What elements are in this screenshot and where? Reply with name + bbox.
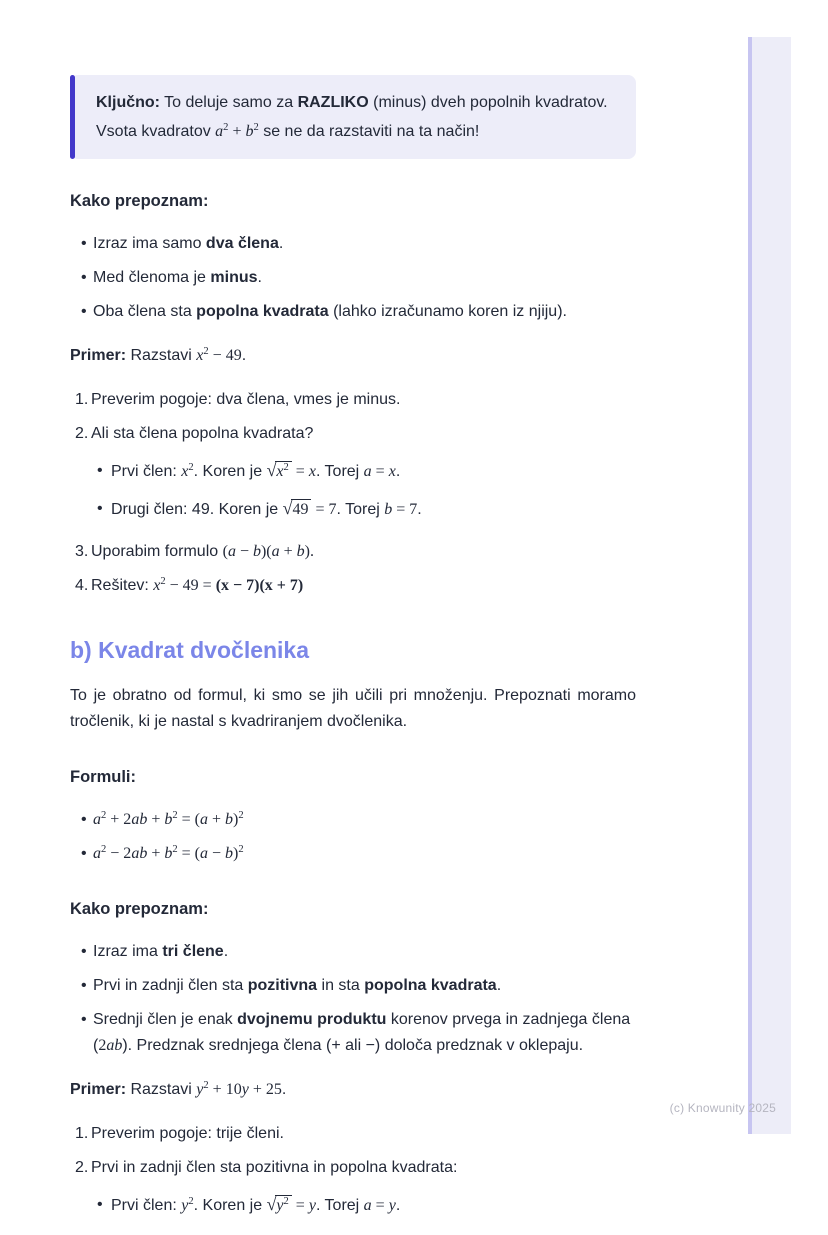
bullet-icon: • [81, 845, 87, 862]
bullet-icon: • [81, 977, 87, 994]
sub-list [91, 455, 636, 525]
bullet-icon: • [97, 1196, 103, 1213]
list-marker: 1. [75, 391, 89, 408]
list-item [70, 231, 636, 257]
formula-item [70, 841, 636, 867]
document-content [70, 75, 636, 1235]
list-item-text: Srednji člen je enak dvojnemu produktu korenov prvega in zadnjega člena (2ab). Predznak srednjega člena (+ ali −) določa predznak v oklepaju. [93, 1011, 631, 1054]
list-item [70, 973, 636, 999]
sub-item-text: Drugi člen: 49. Koren je √49 = 7. Torej b = 7. [111, 498, 422, 518]
sub-list-item [97, 455, 636, 487]
sqrt-expression: $√y^2$ [267, 1197, 292, 1214]
step-text: Uporabim formulo (a − b)(a + b). [91, 543, 314, 560]
formula-text: $a^2 - 2ab + b^2 = (a - b)^2$ [93, 844, 244, 862]
bullet-icon: • [97, 500, 103, 517]
bullet-icon: • [81, 811, 87, 828]
bullet-icon: • [81, 303, 87, 320]
recognition-list-1 [70, 231, 636, 325]
step-text: Prvi in zadnji člen sta pozitivna in popolna kvadrata: [91, 1159, 458, 1176]
bullet-icon: • [81, 1011, 87, 1028]
bullet-icon: • [97, 462, 103, 479]
sub-item-text: Prvi člen: $y^2$. Koren je $√y^2 = y$. Torej a = y. [111, 1194, 401, 1214]
list-item-text: Izraz ima tri člene. [93, 943, 229, 960]
steps-list-1 [70, 387, 636, 599]
sqrt-expression: $√x^2$ [267, 463, 292, 480]
step-text: Preverim pogoje: dva člena, vmes je minus. [91, 391, 401, 408]
section-heading-formuli: Formuli: [70, 768, 136, 786]
step-item [70, 1121, 636, 1147]
steps-list-2 [70, 1121, 636, 1227]
primer-line-2: Primer: Razstavi $y^2 + 10y + 25$. [70, 1080, 287, 1098]
callout-text: Ključno: To deluje samo za RAZLIKO (minus) dveh popolnih kvadratov. Vsota kvadratov $a^2 + b^2$ se ne da razstaviti na ta način! [96, 94, 608, 140]
list-item-text: Med členoma je minus. [93, 269, 262, 286]
recognition-list-2 [70, 939, 636, 1059]
list-item-text: Oba člena sta popolna kvadrata (lahko izračunamo koren iz njiju). [93, 303, 567, 320]
list-marker: 4. [75, 577, 89, 594]
step-text: Preverim pogoje: trije členi. [91, 1125, 284, 1142]
scrollbar[interactable] [748, 37, 791, 1134]
list-item [70, 265, 636, 291]
sub-list [91, 1189, 636, 1221]
section-heading-kako-prepoznam-1: Kako prepoznam: [70, 192, 209, 210]
list-item [70, 939, 636, 965]
intro-paragraph: To je obratno od formul, ki smo se jih učili pri množenju. Prepoznati moramo tročlenik, ki je nastal s kvadriranjem dvočlenika. [70, 687, 636, 730]
step-item [70, 1155, 636, 1227]
formulas-list [70, 807, 636, 867]
formula-text: $a^2 + 2ab + b^2 = (a + b)^2$ [93, 810, 244, 828]
bullet-icon: • [81, 269, 87, 286]
step-item [70, 387, 636, 413]
sub-list-item [97, 493, 636, 525]
step-item [70, 539, 636, 565]
list-marker: 2. [75, 1159, 89, 1176]
subsection-heading-kvadrat-dvoclenika: b) Kvadrat dvočlenika [70, 637, 310, 663]
bullet-icon: • [81, 235, 87, 252]
sub-item-text: Prvi člen: $x^2$. Koren je $√x^2 = x$. Torej a = x. [111, 460, 401, 480]
list-item [70, 1007, 636, 1059]
copyright-text: (c) Knowunity 2025 [669, 1101, 776, 1115]
formula-item [70, 807, 636, 833]
list-marker: 1. [75, 1125, 89, 1142]
callout-accent-bar [70, 75, 75, 159]
list-item-text: Prvi in zadnji člen sta pozitivna in sta popolna kvadrata. [93, 977, 502, 994]
list-item [70, 299, 636, 325]
step-text: Rešitev: $x^2 - 49 = (x - 7)(x + 7)$ [91, 576, 304, 594]
list-item-text: Izraz ima samo dva člena. [93, 235, 284, 252]
sub-list-item [97, 1189, 636, 1221]
step-item [70, 573, 636, 599]
list-marker: 2. [75, 425, 89, 442]
step-item [70, 421, 636, 531]
section-heading-kako-prepoznam-2: Kako prepoznam: [70, 900, 209, 918]
step-text: Ali sta člena popolna kvadrata? [91, 425, 314, 442]
primer-line-1: Primer: Razstavi $x^2 - 49$. [70, 346, 247, 364]
key-callout [70, 75, 636, 159]
bullet-icon: • [81, 943, 87, 960]
sqrt-expression: √49 [283, 501, 312, 518]
list-marker: 3. [75, 543, 89, 560]
